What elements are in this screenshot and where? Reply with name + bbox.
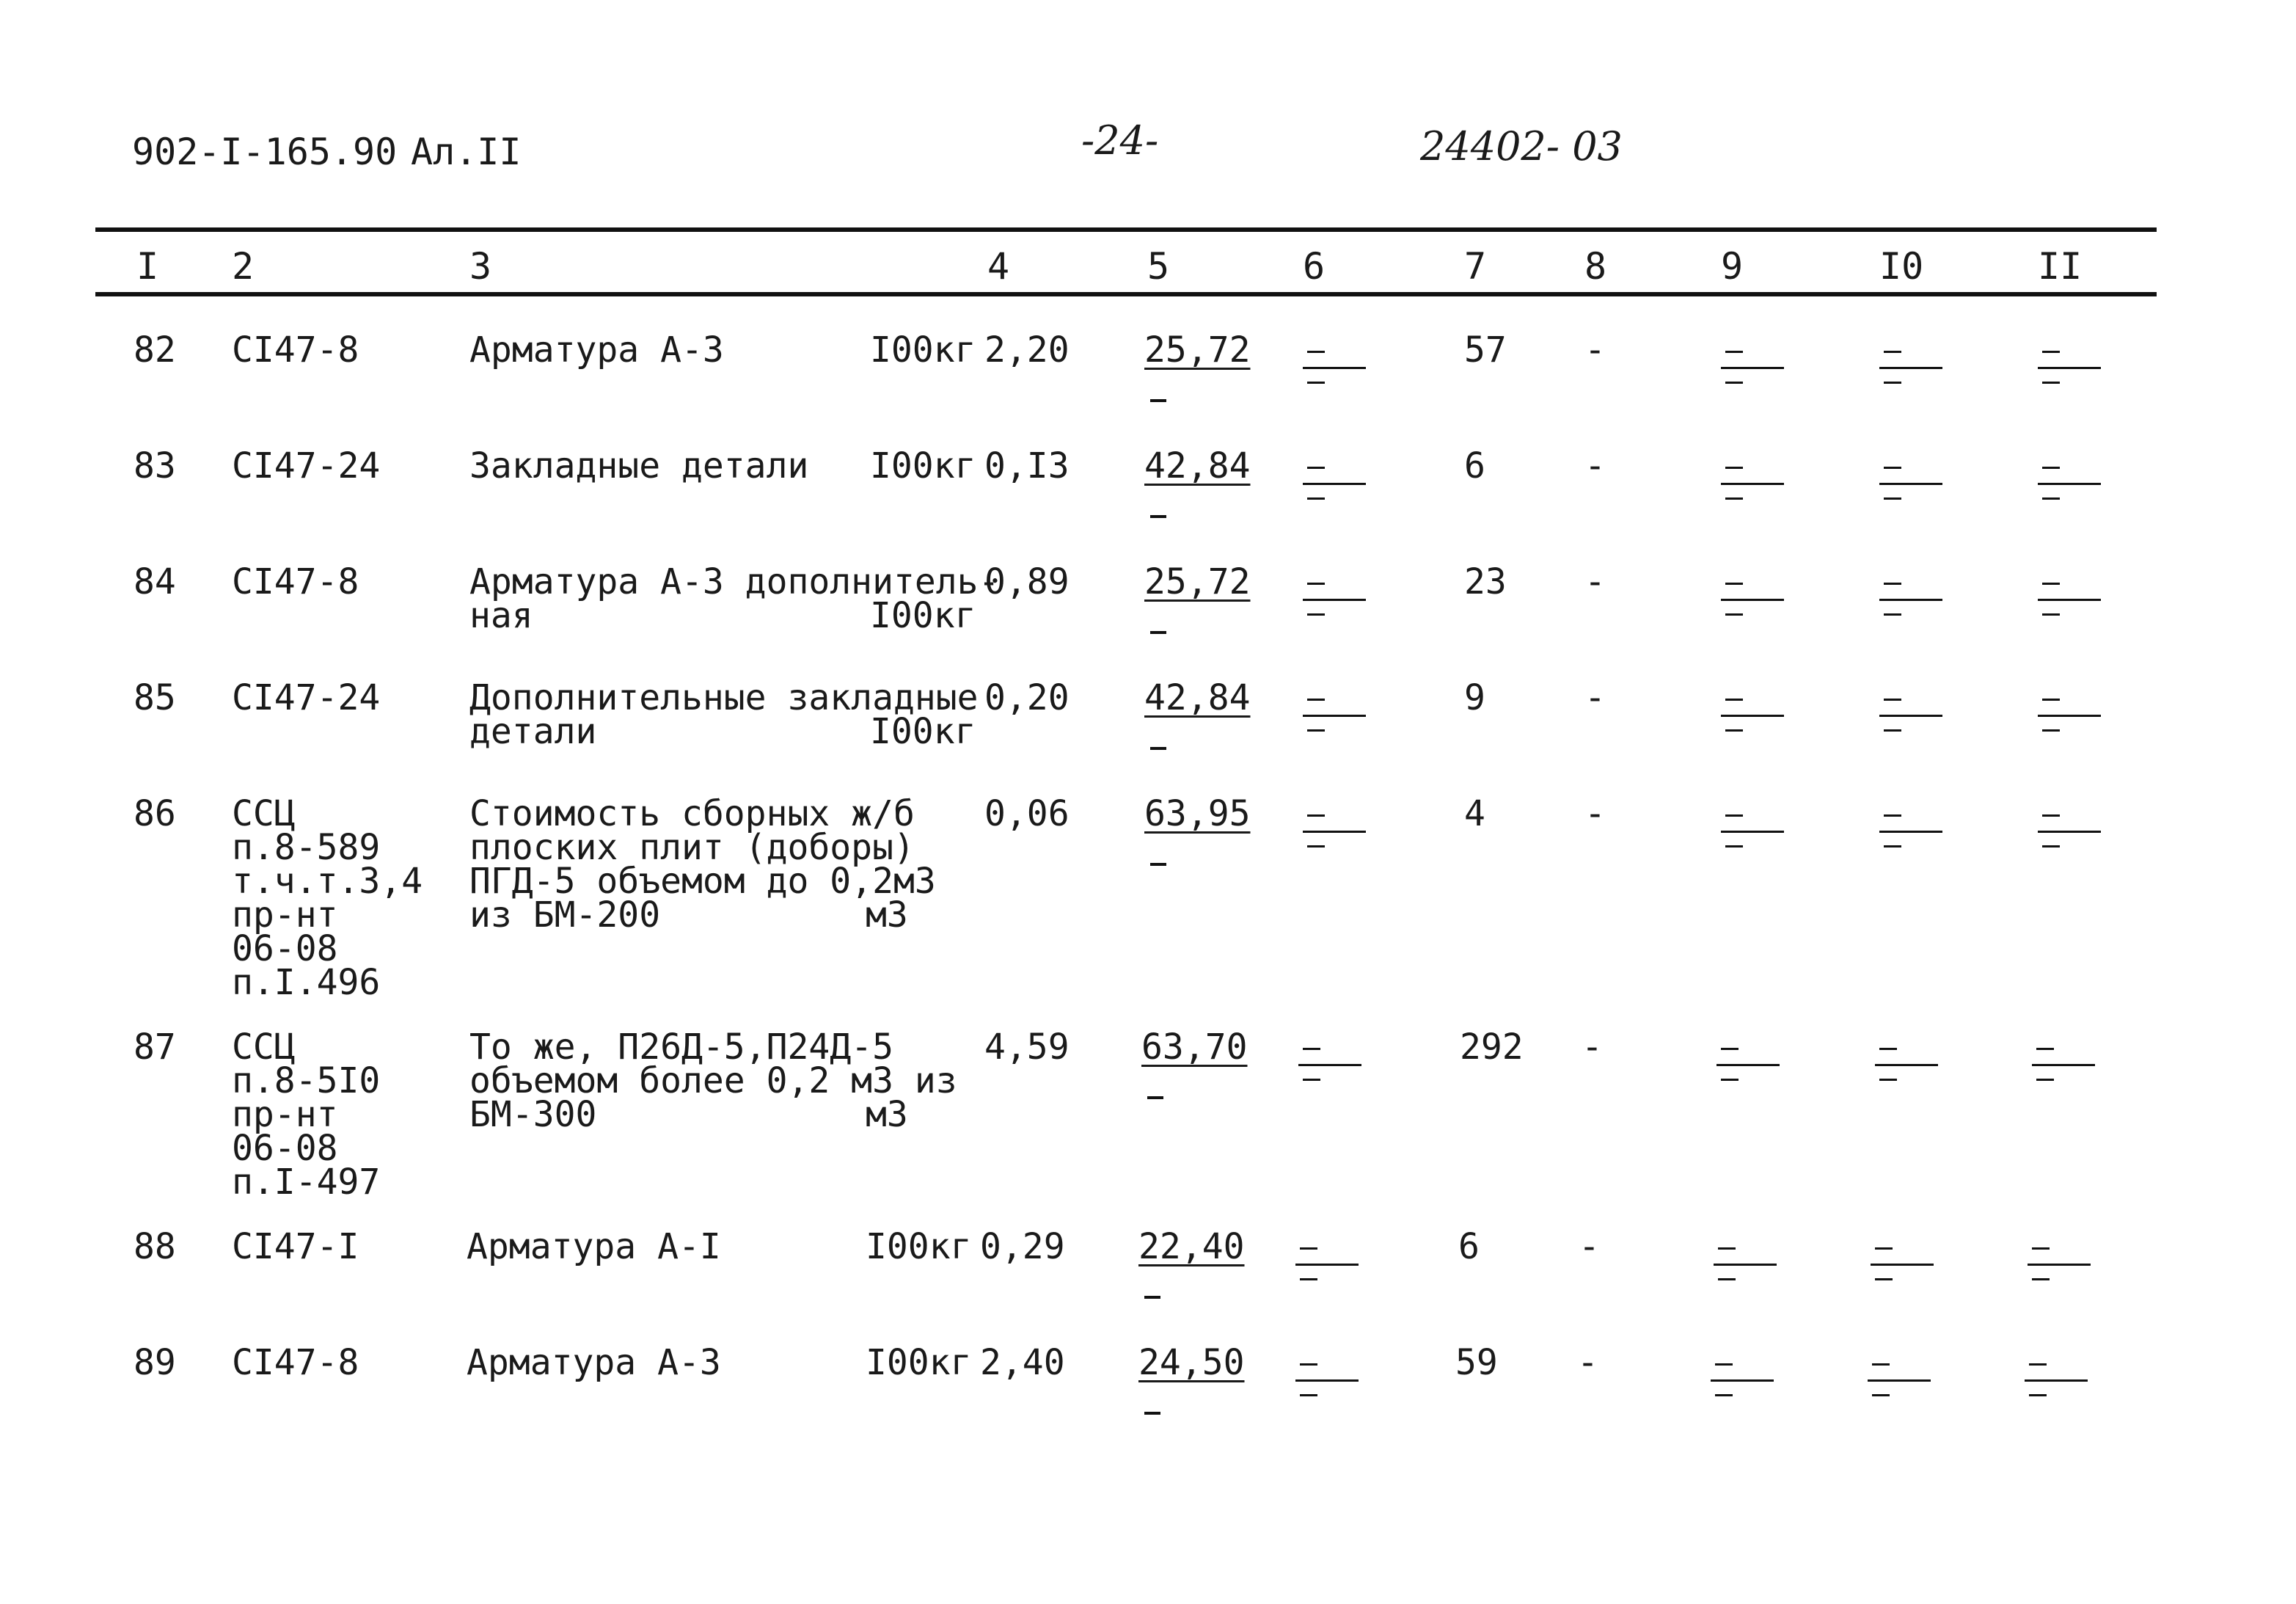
row-col8: - <box>1584 329 1606 371</box>
row-price: 42,84 <box>1144 445 1251 486</box>
col11-fraction <box>2028 1230 2094 1288</box>
col-header-7: 7 <box>1464 245 1487 288</box>
col-header-2: 2 <box>232 245 255 288</box>
row-qty: 0,20 <box>984 677 1070 718</box>
row-code: CI47-24 <box>232 445 381 486</box>
row-number: 82 <box>134 329 176 371</box>
row-code: CI47-8 <box>232 329 359 371</box>
row-code: ССЦ п.8-589 т.ч.т.3,4 пр-нт 06-08 п.I.496 <box>232 793 423 1003</box>
row-price: 25,72 <box>1144 561 1251 602</box>
row-qty: 0,29 <box>980 1226 1065 1267</box>
row-number: 85 <box>134 677 176 718</box>
row-name: Стоимость сборных ж/б плоских плит (доборы) ПГД-5 объемом до 0,2м3 из БМ-200 <box>469 793 936 936</box>
col9-fraction <box>1716 1030 1783 1089</box>
row-qty: 4,59 <box>984 1027 1070 1068</box>
col10-fraction <box>1879 565 1945 624</box>
row-number: 83 <box>134 445 176 486</box>
row-name: Закладные детали <box>469 445 809 486</box>
col-header-6: 6 <box>1303 245 1326 288</box>
row-unit: I00кг <box>866 1342 972 1383</box>
col6-fraction <box>1303 797 1369 856</box>
col10-fraction <box>1879 681 1945 740</box>
row-name: Арматура А-I <box>467 1226 721 1267</box>
row-number: 87 <box>134 1027 176 1068</box>
row-name: Арматура А-3 <box>469 329 724 371</box>
header-rule <box>95 292 2157 296</box>
price-dash <box>1150 515 1166 518</box>
row-code: CI47-8 <box>232 1342 359 1383</box>
col6-fraction <box>1295 1230 1361 1288</box>
price-dash <box>1150 631 1166 634</box>
row-unit: I00кг <box>870 595 976 636</box>
row-col8: - <box>1577 1342 1598 1383</box>
row-col8: - <box>1584 677 1606 718</box>
col-header-11: II <box>2038 245 2083 288</box>
row-qty: 0,89 <box>984 561 1070 602</box>
row-unit: I00кг <box>870 445 976 486</box>
row-qty: 0,I3 <box>984 445 1070 486</box>
price-dash <box>1144 1296 1160 1299</box>
col6-fraction <box>1298 1030 1364 1089</box>
col10-fraction <box>1879 797 1945 856</box>
price-dash <box>1150 399 1166 402</box>
row-price: 63,70 <box>1141 1027 1248 1068</box>
row-price: 25,72 <box>1144 329 1251 371</box>
row-name: То же, П26Д-5,П24Д-5 объемом более 0,2 м3 из БМ-300 <box>469 1027 957 1135</box>
row-price: 42,84 <box>1144 677 1251 718</box>
row-price: 22,40 <box>1138 1226 1245 1267</box>
doc-code: 902-I-165.90 <box>132 131 398 173</box>
row-number: 89 <box>134 1342 176 1383</box>
row-col7: 9 <box>1464 677 1485 718</box>
row-qty: 2,20 <box>984 329 1070 371</box>
price-dash <box>1144 1412 1160 1415</box>
row-code: CI47-I <box>232 1226 359 1267</box>
col11-fraction <box>2038 797 2104 856</box>
row-number: 84 <box>134 561 176 602</box>
row-name: Арматура А-3 дополнитель- ная <box>469 561 1000 636</box>
col-header-3: 3 <box>469 245 492 288</box>
col-header-9: 9 <box>1721 245 1744 288</box>
row-unit: м3 <box>866 894 908 936</box>
sheet-label: Ал.II <box>411 131 522 173</box>
col11-fraction <box>2038 565 2104 624</box>
row-price: 24,50 <box>1138 1342 1245 1383</box>
price-dash <box>1150 747 1166 750</box>
col6-fraction <box>1295 1346 1361 1404</box>
row-unit: I00кг <box>866 1226 972 1267</box>
col11-fraction <box>2032 1030 2098 1089</box>
row-name: Дополнительные закладные детали <box>469 677 979 752</box>
row-number: 88 <box>134 1226 176 1267</box>
page-number: -24- <box>1081 117 1159 164</box>
row-code: ССЦ п.8-5I0 пр-нт 06-08 п.I-497 <box>232 1027 381 1203</box>
top-rule <box>95 227 2157 232</box>
row-col7: 23 <box>1464 561 1507 602</box>
col11-fraction <box>2025 1346 2091 1404</box>
col-header-10: I0 <box>1879 245 1924 288</box>
col10-fraction <box>1879 333 1945 392</box>
row-col8: - <box>1584 793 1606 834</box>
col9-fraction <box>1721 449 1787 508</box>
row-code: CI47-24 <box>232 677 381 718</box>
row-unit: м3 <box>866 1094 908 1135</box>
col9-fraction <box>1711 1346 1777 1404</box>
col10-fraction <box>1879 449 1945 508</box>
row-unit: I00кг <box>870 711 976 752</box>
row-qty: 2,40 <box>980 1342 1065 1383</box>
col6-fraction <box>1303 681 1369 740</box>
col9-fraction <box>1714 1230 1780 1288</box>
row-col8: - <box>1584 445 1606 486</box>
row-col7: 6 <box>1464 445 1485 486</box>
col9-fraction <box>1721 565 1787 624</box>
row-col8: - <box>1579 1226 1600 1267</box>
row-code: CI47-8 <box>232 561 359 602</box>
row-col7: 4 <box>1464 793 1485 834</box>
col6-fraction <box>1303 449 1369 508</box>
col-header-5: 5 <box>1147 245 1170 288</box>
price-dash <box>1150 863 1166 866</box>
col6-fraction <box>1303 565 1369 624</box>
handwritten-code: 24402- 03 <box>1420 123 1623 169</box>
row-number: 86 <box>134 793 176 834</box>
row-price: 63,95 <box>1144 793 1251 834</box>
row-qty: 0,06 <box>984 793 1070 834</box>
col-header-4: 4 <box>987 245 1010 288</box>
price-dash <box>1147 1096 1163 1099</box>
row-col7: 292 <box>1460 1027 1524 1068</box>
col10-fraction <box>1868 1346 1934 1404</box>
row-col7: 6 <box>1458 1226 1480 1267</box>
col-header-1: I <box>136 245 159 288</box>
col11-fraction <box>2038 449 2104 508</box>
row-col7: 57 <box>1464 329 1507 371</box>
col11-fraction <box>2038 681 2104 740</box>
col11-fraction <box>2038 333 2104 392</box>
col10-fraction <box>1875 1030 1941 1089</box>
col9-fraction <box>1721 333 1787 392</box>
col-header-8: 8 <box>1584 245 1607 288</box>
col9-fraction <box>1721 797 1787 856</box>
col9-fraction <box>1721 681 1787 740</box>
row-col7: 59 <box>1455 1342 1498 1383</box>
col6-fraction <box>1303 333 1369 392</box>
col10-fraction <box>1871 1230 1937 1288</box>
row-name: Арматура А-3 <box>467 1342 721 1383</box>
row-col8: - <box>1584 561 1606 602</box>
row-col8: - <box>1582 1027 1603 1068</box>
row-unit: I00кг <box>870 329 976 371</box>
